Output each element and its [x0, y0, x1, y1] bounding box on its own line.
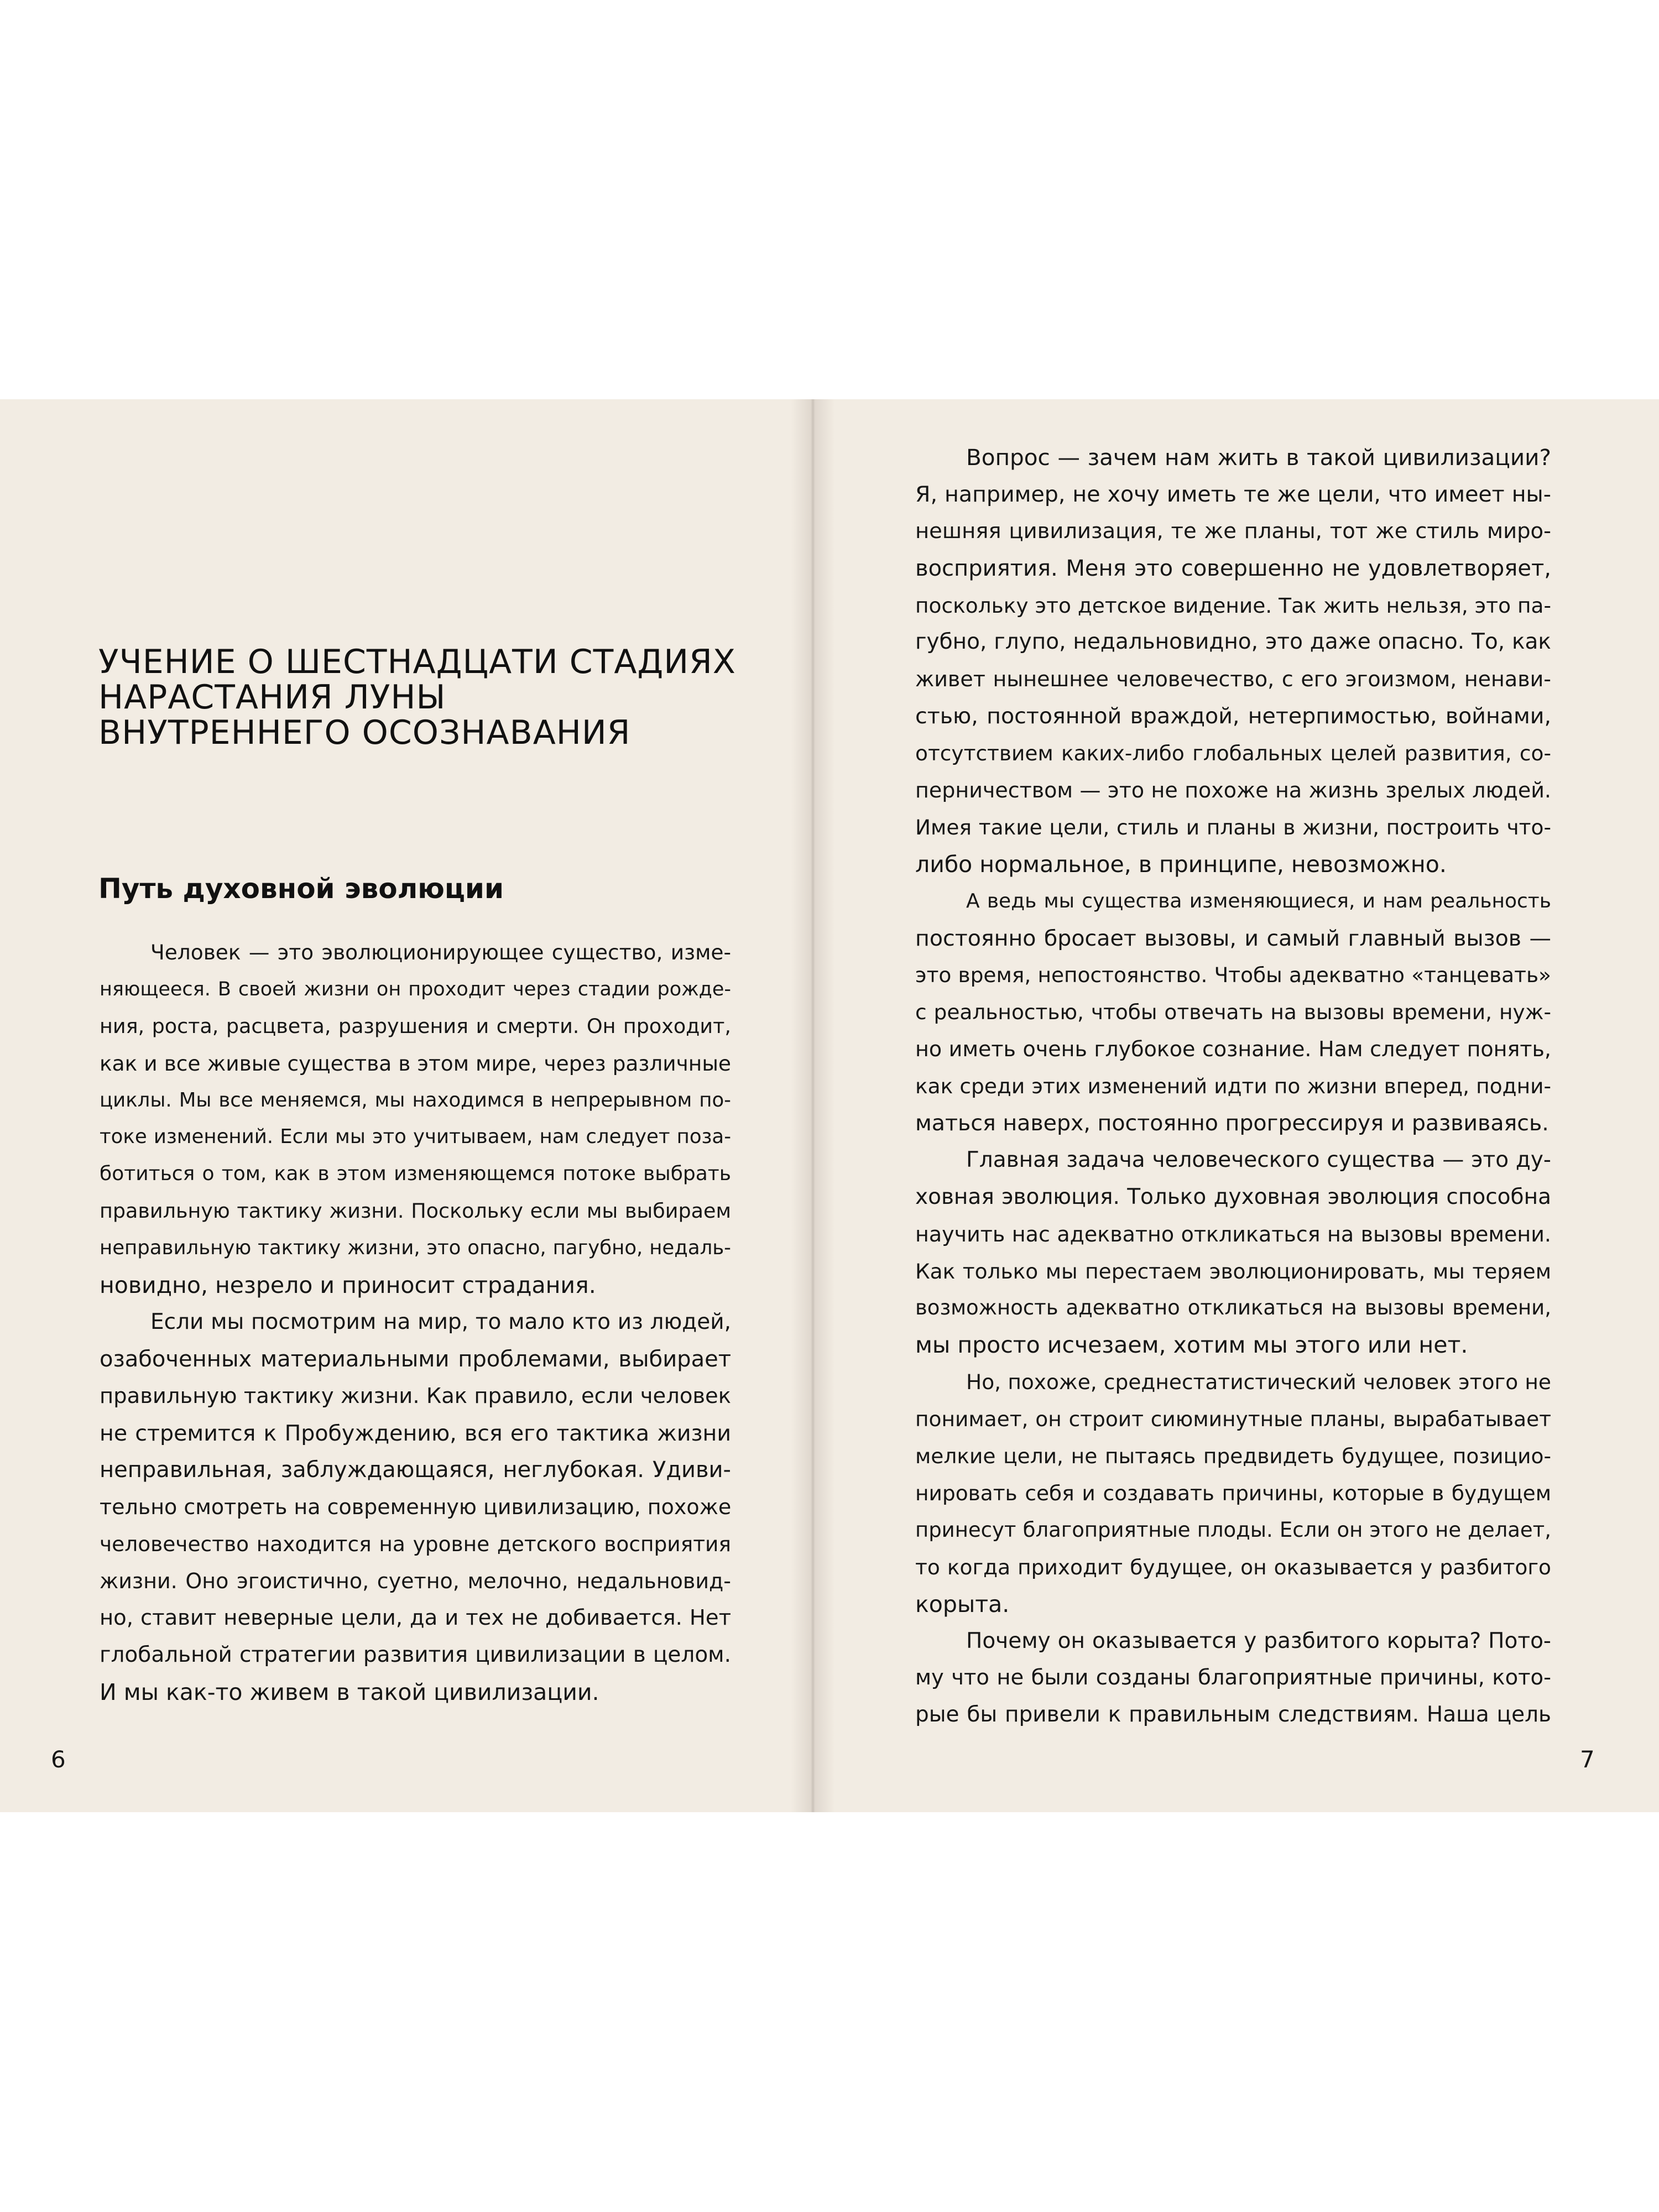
text-line: правильную тактику жизни. Как правило, если человек [100, 1383, 731, 1408]
text-line: Имея такие цели, стиль и планы в жизни, построить что- [915, 815, 1551, 839]
text-line: но, ставит неверные цели, да и тех не добивается. Нет [100, 1605, 731, 1631]
text-line: как среди этих изменений идти по жизни вперед, подни- [915, 1074, 1551, 1099]
text-line: правильную тактику жизни. Поскольку если мы выбираем [100, 1199, 731, 1223]
text-line: нешняя цивилизация, те же планы, тот же стиль миро- [915, 518, 1551, 544]
text-line: жизни. Оно эгоистично, суетно, мелочно, недальновид- [100, 1569, 731, 1594]
text-line: научить нас адекватно откликаться на вызовы времени. [915, 1222, 1551, 1246]
chapter-title-line: ВНУТРЕННЕГО ОСОЗНАВАНИЯ [98, 713, 631, 752]
text-line: восприятия. Меня это совершенно не удовлетворяет, [915, 555, 1551, 581]
text-line: живет нынешнее человечество, с его эгоизмом, ненави- [915, 667, 1551, 692]
text-line: но иметь очень глубокое сознание. Нам следует понять, [915, 1037, 1551, 1062]
text-line: корыта. [915, 1590, 1010, 1618]
text-line: няющееся. В своей жизни он проходит через стадии рожде- [100, 978, 731, 1000]
text-line: ховная эволюция. Только духовная эволюция способна [915, 1184, 1551, 1209]
text-line: мелкие цели, не пытаясь предвидеть будущее, позицио- [915, 1444, 1551, 1469]
chapter-title [98, 644, 734, 750]
left-body-text [100, 934, 731, 1711]
text-line: Главная задача человеческого существа — это ду- [966, 1147, 1551, 1172]
text-line: озабоченных материальными проблемами, выбирает [100, 1346, 731, 1372]
text-line: А ведь мы существа изменяющиеся, и нам реальность [966, 889, 1551, 912]
text-line: глобальной стратегии развития цивилизации в целом. [100, 1642, 731, 1667]
text-line: возможность адекватно откликаться на вызовы времени, [915, 1296, 1551, 1320]
text-line: Я, например, не хочу иметь те же цели, что имеет ны- [915, 481, 1551, 507]
text-line: маться наверх, постоянно прогрессируя и развиваясь. [915, 1110, 1549, 1136]
text-line: губно, глупо, недальновидно, это даже опасно. То, как [915, 629, 1551, 655]
text-line: человечество находится на уровне детского восприятия [100, 1532, 731, 1557]
text-line: новидно, незрело и приносит страдания. [100, 1272, 596, 1299]
chapter-title-line: НАРАСТАНИЯ ЛУНЫ [98, 678, 446, 717]
text-line: Вопрос — зачем нам жить в такой цивилизации? [966, 444, 1551, 471]
text-line: Если мы посмотрим на мир, то мало кто из людей, [150, 1309, 731, 1334]
text-line: Как только мы перестаем эволюционировать, мы теряем [915, 1259, 1551, 1284]
text-line: рые бы привели к правильным следствиям. Наша цель [915, 1702, 1551, 1728]
chapter-title-line: УЧЕНИЕ О ШЕСТНАДЦАТИ СТАДИЯХ [98, 643, 736, 681]
text-line: это время, непостоянство. Чтобы адекватно «танцевать» [915, 963, 1551, 988]
text-line: то когда приходит будущее, он оказывается у разбитого [915, 1554, 1551, 1579]
text-line: принесут благоприятные плоды. Если он этого не делает, [915, 1517, 1551, 1542]
text-line: Но, похоже, среднестатистический человек этого не [966, 1370, 1551, 1395]
book-spread [0, 399, 1659, 1812]
right-page [816, 399, 1659, 1812]
text-line: понимает, он строит сиюминутные планы, вырабатывает [915, 1407, 1551, 1432]
text-line: не стремится к Пробуждению, вся его тактика жизни [100, 1420, 731, 1446]
text-line: постоянно бросает вызовы, и самый главный вызов — [915, 925, 1551, 951]
text-line: с реальностью, чтобы отвечать на вызовы времени, нуж- [915, 1000, 1551, 1025]
text-line: отсутствием каких-либо глобальных целей развития, со- [915, 741, 1551, 766]
text-line: перничеством — это не похоже на жизнь зрелых людей. [915, 778, 1551, 803]
text-line: неправильную тактику жизни, это опасно, пагубно, недаль- [100, 1237, 731, 1260]
text-line: циклы. Мы все меняемся, мы находимся в непрерывном по- [100, 1088, 731, 1112]
text-line: стью, постоянной враждой, нетерпимостью, войнами, [915, 703, 1551, 729]
text-line: поскольку это детское видение. Так жить нельзя, это па- [915, 593, 1551, 618]
right-body-text [915, 439, 1551, 1734]
page-number: 7 [1580, 1746, 1595, 1773]
text-line: нировать себя и создавать причины, которые в будущем [915, 1480, 1551, 1505]
text-line: му что не были созданы благоприятные причины, кото- [915, 1665, 1551, 1691]
section-title: Путь духовной эволюции [98, 873, 504, 905]
left-page [0, 399, 816, 1812]
text-line: ния, роста, расцвета, разрушения и смерти. Он проходит, [100, 1014, 731, 1038]
text-line: ботиться о том, как в этом изменяющемся потоке выбрать [100, 1162, 731, 1186]
text-line: неправильная, заблуждающаяся, неглубокая. Удиви- [100, 1457, 731, 1483]
text-line: либо нормальное, в принципе, невозможно. [915, 851, 1447, 878]
text-line: Почему он оказывается у разбитого корыта? Пото- [966, 1628, 1551, 1653]
text-line: как и все живые существа в этом мире, через различные [100, 1051, 731, 1076]
text-line: Человек — это эволюционирующее существо, изме- [150, 940, 731, 964]
page-number: 6 [51, 1746, 66, 1773]
text-line: токе изменений. Если мы это учитываем, нам следует поза- [100, 1125, 731, 1149]
text-line: тельно смотреть на современную цивилизацию, похоже [100, 1495, 732, 1520]
text-line: И мы как-то живем в такой цивилизации. [100, 1678, 599, 1705]
text-line: мы просто исчезаем, хотим мы этого или нет. [915, 1332, 1468, 1359]
